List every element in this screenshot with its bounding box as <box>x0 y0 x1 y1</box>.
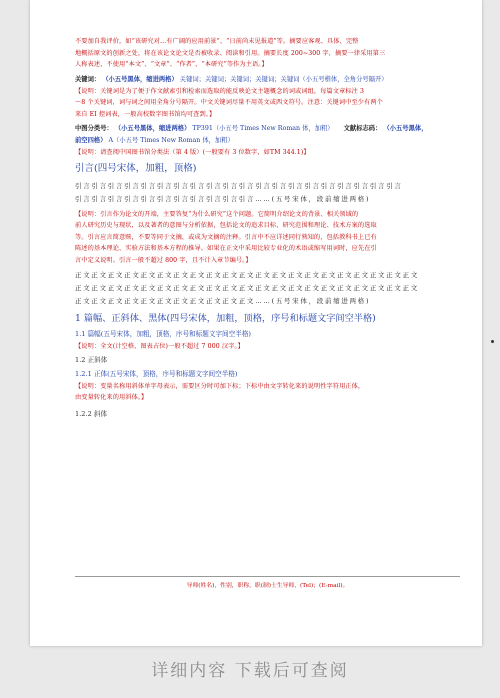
section-1-2-1-note-line: 由变量转化来的用斜体。】 <box>75 394 148 401</box>
doc-code-hint-cont: 前空四格） <box>75 137 107 144</box>
document-page <box>30 0 482 646</box>
intro-note <box>75 209 460 267</box>
clc-value: TP391（小五号 Times New Roman 体，加粗） <box>192 125 334 132</box>
download-caption: 详细内容 下载后可查阅 <box>151 661 349 681</box>
clc-hint: （小五号黑体，缩进两格） <box>114 125 191 132</box>
body-line: 正文正文正文正文正文正文正文正文正文正文正文……(五号宋体，段前缩进两格) <box>75 297 371 305</box>
keyword-note <box>75 86 460 121</box>
intro-note-line: 等。引言应言简意赅，不要等同于文摘，或成为文摘的注释。引言中不应详述同行熟知的，包括教科书上已有 <box>75 233 377 241</box>
section-1-1-hint: (五号宋体，加粗，顶格，序号和标题文字间空半格) <box>100 330 251 338</box>
section-1-1-note: 【说明：全文(计空格、图表占位)一般不超过 7 000 汉字。】 <box>75 343 244 350</box>
intro-note-line: 【说明：引言作为论文的开端，主要答复“为什么研究”这个问题。它简明介绍论文的背景、相关领域的 <box>75 210 359 218</box>
section-1-2-1-hint: (五号宋体，顶格，序号和标题文字间空半格) <box>107 369 238 378</box>
keywords-items: 关键词；关键词；关键词；关键词；关键词（小五号楷体，全角分号隔开） <box>179 75 388 83</box>
abstract-note-line: 不要加自我评价，如“该研究对…有广阔的应用前景”、“日前尚未见报道”等。摘要应客观、具体、完整 <box>75 38 359 45</box>
section-1-hint: (四号宋体，加粗，顶格，序号和标题文字间空半格) <box>166 313 376 324</box>
section-1-2-heading: 1.2 正斜体 <box>75 355 108 364</box>
keyword-note-line: 【说明：关键词是为了便于作文献索引和检索而选取的能反映论文主题概念的词或词组，每篇文章标注 3 <box>75 87 365 95</box>
section-1-2-1-note-line: 【说明：变量名称用斜体单字母表示，需要区分时可加下标；下标中由文字转化来的说明性字符用正体， <box>75 382 365 390</box>
section-1-1-title: 1.1 篇幅 <box>75 330 101 338</box>
section-1-1-heading <box>75 327 460 341</box>
doc-code-hint: （小五号黑体， <box>383 125 428 132</box>
doc-code-value: A（小五号 Times New Roman 体，加粗） <box>108 137 234 144</box>
intro-title: 引言 <box>75 162 95 174</box>
scroll-marker <box>491 340 494 343</box>
classification-line-2 <box>75 135 460 147</box>
abstract-note-line: 人称表述，不使用“本文”、“文章”、“作者”、“本研究”等作为主语。】 <box>75 61 268 68</box>
keywords-line <box>75 74 460 86</box>
intro-note-line: 前人研究历史与现状，以及著者的意图与分析依据，包括论文的追求目标、研究范围和理论、技术方案的选取 <box>75 222 377 229</box>
section-1-heading <box>75 311 460 327</box>
intro-note-line: 言中定义说明。引言一般不超过 800 字，且不计入章节编号。】 <box>75 256 252 264</box>
classification-line <box>75 123 460 135</box>
footnote: 导师(姓名)，性别，职称，职(制)士生导师，(Tel)；(E-mail)。 <box>186 583 349 589</box>
intro-body-line: 引言引言引言引言引言引言引言引言引言引言引言引言引言引言引言引言引言引言引言引言 <box>75 181 403 190</box>
keyword-note-line: ～8 个关键词，词与词之间用全角分号隔开。中文关键词尽量不用英文或西文符号。注意：关键词中至少有两个 <box>75 99 383 106</box>
intro-hint: (四号宋体，加粗，顶格) <box>94 162 197 174</box>
abstract-note <box>75 36 460 71</box>
document-content <box>75 36 460 421</box>
abstract-note-line: 地概括原文的创新之处，将在该论文论文是否被收录、阅读和引用。摘要长度 200~300 字，摘要一律采用第三 <box>75 49 386 57</box>
classification-note: 【说明：请查阅中国图书馆分类法（第 4 版）(一般要有 3 位数字，如TM 344.1)】 <box>75 149 310 156</box>
footnote-divider <box>75 576 460 577</box>
section-1-title: 1 篇幅、正斜体、黑体 <box>75 313 167 324</box>
intro-heading <box>75 161 460 177</box>
doc-code-label: 文献标志码： <box>343 125 382 132</box>
body-line: 正文正文正文正文正文正文正文正文正文正文正文正文正文正文正文正文正文正文正文正文正文 <box>75 271 420 279</box>
section-1-2-1-title: 1.2.1 正体 <box>75 369 108 378</box>
intro-body-line: 引言引言引言引言引言引言引言引言引言引言引言……(五号宋体，段前缩进两格) <box>75 194 371 203</box>
section-1-2-1-heading <box>75 367 460 381</box>
body-line: 正文正文正文正文正文正文正文正文正文正文正文正文正文正文正文正文正文正文正文正文正文 <box>75 284 420 292</box>
section-1-2-2-heading: 1.2.2 斜体 <box>75 409 108 418</box>
keyword-note-line: 来自 EI 控词表，一般高校数字图书馆均可查到。】 <box>75 110 216 118</box>
keywords-hint: （小五号黑体，缩进两格） <box>102 75 178 83</box>
keywords-label: 关键词： <box>75 75 101 83</box>
intro-note-line: 陈述的基本理论、实验方法和基本方程的推导。如果在正文中采用比较专业化的术语或缩写用词时，应先在引 <box>75 245 377 252</box>
clc-label: 中图分类号： <box>75 125 113 132</box>
